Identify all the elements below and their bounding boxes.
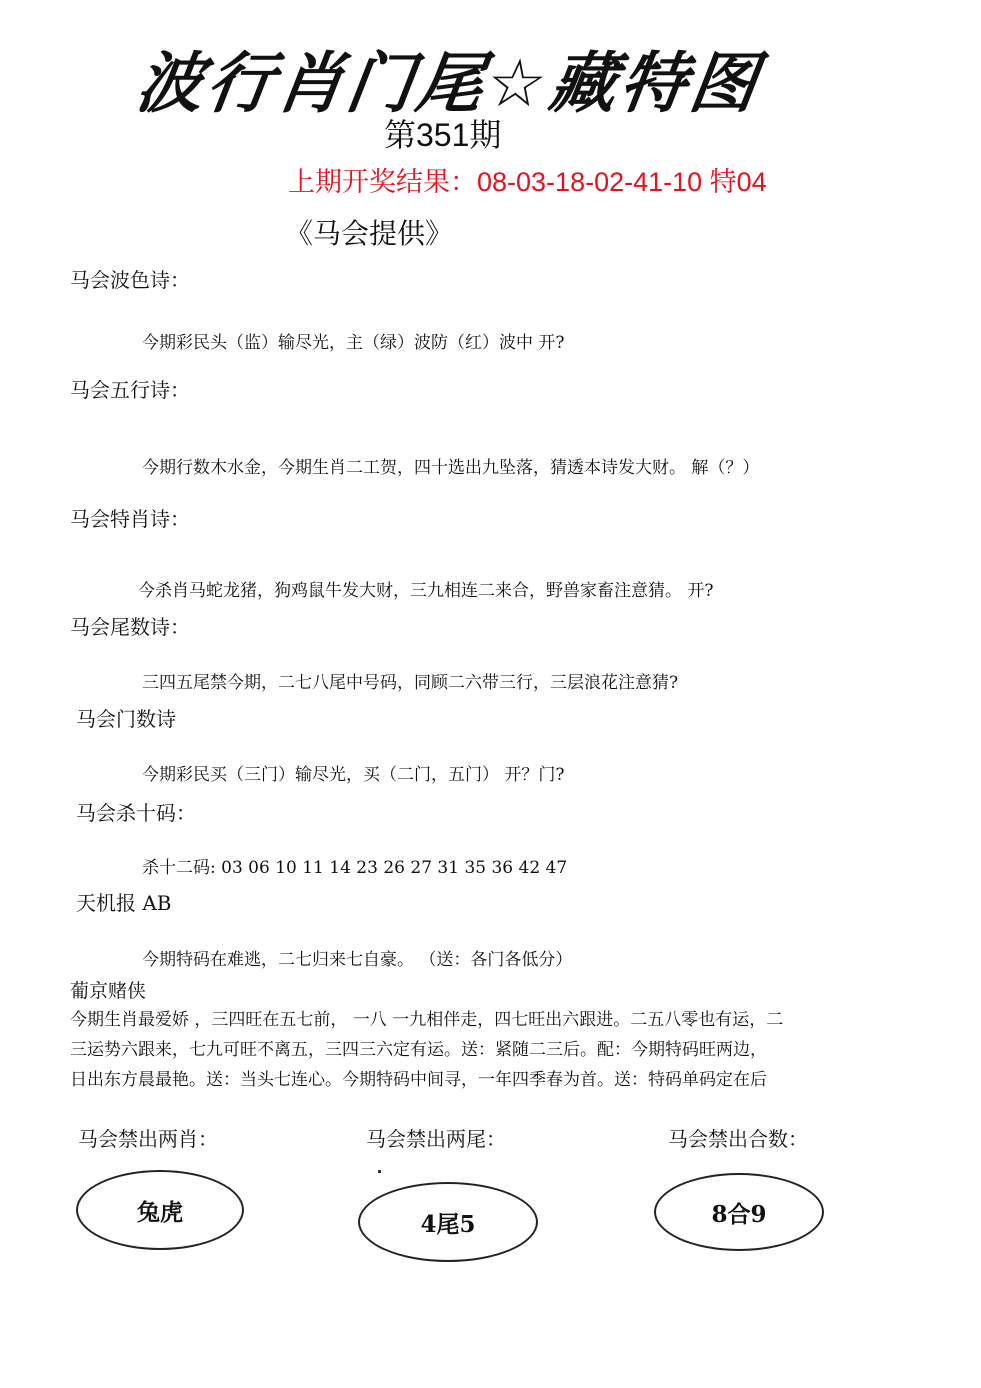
ban-label-sum: 马会禁出合数： [668,1127,808,1151]
stray-dot [378,1170,381,1173]
ban-label-zodiac: 马会禁出两肖： [78,1127,218,1151]
section-text-tail-number: 三四五尾禁今期，二七八尾中号码，同顾二六带三行，三层浪花注意猜? [142,673,679,693]
gamble-line-1: 今期生肖最爱娇 ，三四旺在五七前， 一八 一九相伴走，四七旺出六跟进。二五八零也有运，二 [70,1010,784,1030]
section-text-gate-number: 今期彩民买（三门）输尽光，买（二门，五门） 开？门? [142,765,565,785]
ban-oval-tail [358,1182,538,1262]
section-label-kill-codes: 马会杀十码： [76,801,196,825]
last-draw-result: 上期开奖结果：08-03-18-02-41-10 特04 [288,167,767,197]
ban-value-tail: 4尾5 [420,1210,476,1238]
section-label-wave-poem: 马会波色诗： [70,268,190,292]
section-label-tail-number: 马会尾数诗： [70,615,190,639]
main-title: 波行肖门尾☆藏特图 [131,45,766,122]
ban-value-zodiac: 兔虎 [137,1198,183,1226]
ban-label-tail: 马会禁出两尾： [366,1127,506,1151]
section-text-heaven-report: 今期特码在难逃，二七归来七自豪。 （送：各门各低分） [142,950,573,970]
issue-number: 第351期 [384,117,502,153]
section-label-five-elements: 马会五行诗： [70,378,190,402]
ban-oval-sum [654,1173,824,1251]
ban-value-sum: 8合9 [711,1200,767,1228]
section-label-special-zodiac: 马会特肖诗： [70,507,190,531]
section-label-heaven-report: 天机报 AB [76,891,172,915]
provider-label: 《马会提供》 [285,217,454,250]
ban-oval-zodiac [76,1170,244,1250]
section-label-gate-number: 马会门数诗 [76,707,176,731]
section-text-kill-codes: 杀十二码: 03 06 10 11 14 23 26 27 31 35 36 42 47 [142,858,568,878]
section-text-five-elements: 今期行数木水金，今期生肖二工贺，四十选出九坠落，猜透本诗发大财。 解（？） [142,458,760,478]
section-text-special-zodiac: 今杀肖马蛇龙猪，狗鸡鼠牛发大财，三九相连二来合，野兽家畜注意猜。 开? [138,581,714,601]
gamble-line-3: 日出东方晨最艳。送：当头七连心。今期特码中间寻，一年四季春为首。送：特码单码定在后 [70,1070,767,1090]
gamble-label: 葡京赌侠 [70,980,147,1002]
gamble-line-2: 三运势六跟来，七九可旺不离五，三四三六定有运。送：紧随二三后。配：今期特码旺两边， [70,1040,767,1060]
section-text-wave-poem: 今期彩民头（监）输尽光，主（绿）波防（红）波中 开? [142,333,565,353]
